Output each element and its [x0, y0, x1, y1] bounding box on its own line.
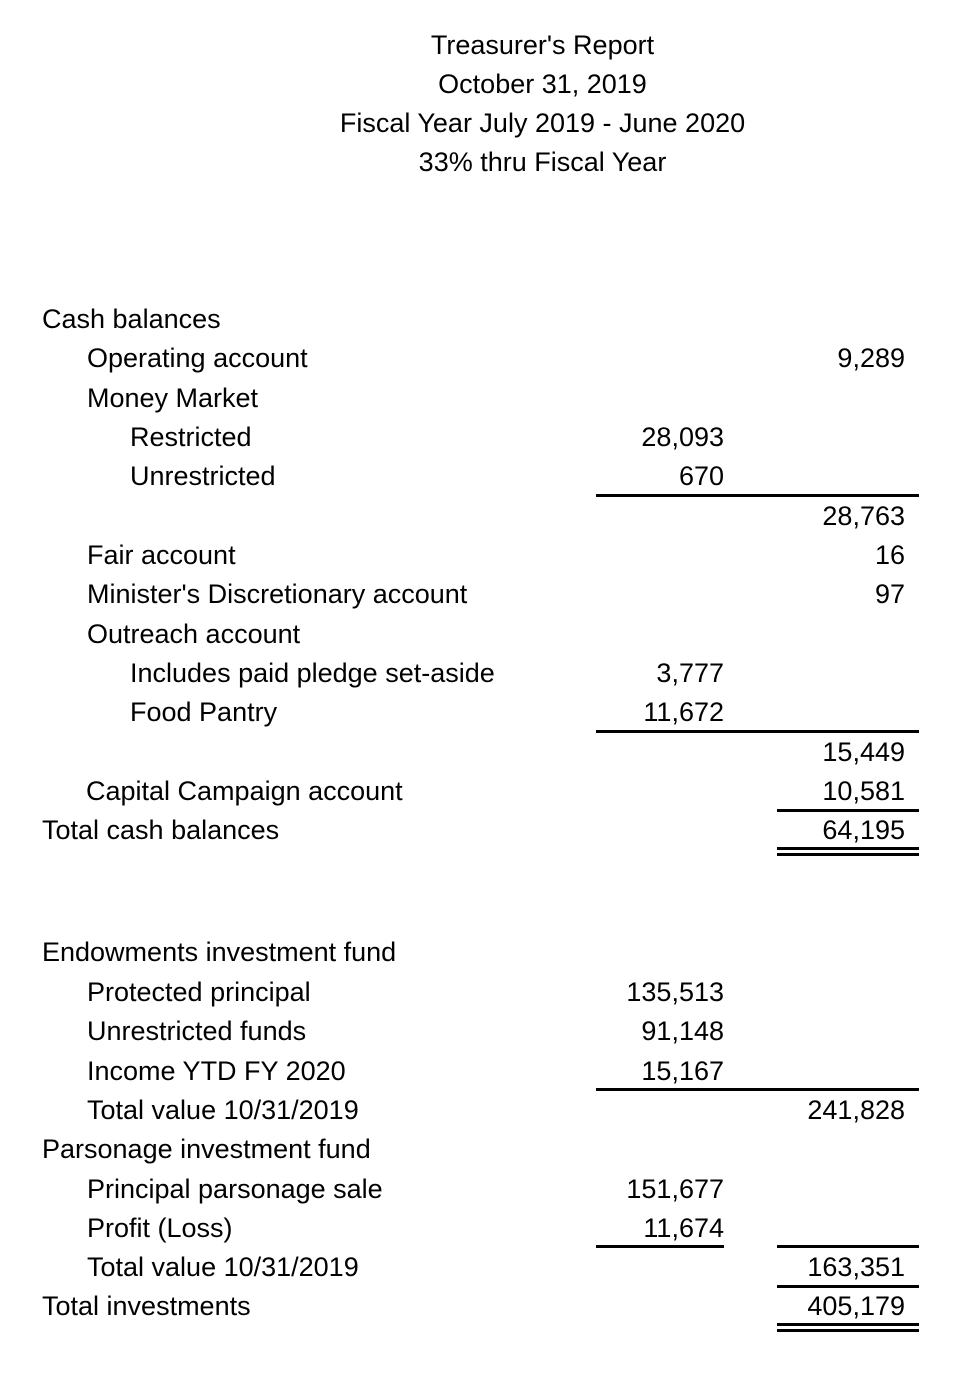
- unrestricted-funds-label: Unrestricted funds: [87, 1016, 307, 1046]
- total-rule: [777, 1245, 919, 1248]
- endowment-total-value: 241,828: [807, 1095, 905, 1125]
- operating-label: Operating account: [87, 343, 308, 373]
- capital-row: [0, 772, 970, 811]
- money-market-label: Money Market: [87, 383, 259, 413]
- income-label: Income YTD FY 2020: [87, 1056, 346, 1086]
- fiscal-progress: 33% thru Fiscal Year: [418, 147, 667, 177]
- report-title: Treasurer's Report: [430, 30, 655, 60]
- parsonage-heading: Parsonage investment fund: [42, 1134, 371, 1164]
- cash-total-row: [0, 811, 970, 850]
- investments-total-value: 405,179: [807, 1291, 905, 1321]
- pledge-label: Includes paid pledge set-aside: [130, 658, 495, 688]
- report-date: October 31, 2019: [438, 69, 647, 99]
- outreach-row: [0, 615, 970, 654]
- pledge-row: [0, 654, 970, 693]
- double-rule: [777, 847, 919, 856]
- cash-total-value: 64,195: [822, 815, 905, 845]
- endowment-total-row: [0, 1091, 970, 1130]
- operating-value: 9,289: [837, 343, 905, 373]
- fair-label: Fair account: [87, 540, 236, 570]
- protected-row: [0, 973, 970, 1012]
- minister-value: 97: [874, 579, 905, 609]
- money-market-row: [0, 379, 970, 418]
- investments-total-label: Total investments: [42, 1291, 251, 1321]
- income-value: 15,167: [641, 1056, 724, 1086]
- profit-label: Profit (Loss): [87, 1213, 233, 1243]
- investments-total-row: [0, 1287, 970, 1326]
- minister-label: Minister's Discretionary account: [87, 579, 468, 609]
- unrestricted-value: 670: [678, 461, 724, 491]
- outreach-total: 15,449: [822, 737, 905, 767]
- minister-row: [0, 575, 970, 614]
- unrestricted-funds-row: [0, 1012, 970, 1051]
- money-market-total-row: [0, 497, 970, 536]
- cash-heading: Cash balances: [42, 304, 221, 334]
- principal-value: 151,677: [626, 1174, 724, 1204]
- protected-value: 135,513: [626, 977, 724, 1007]
- restricted-label: Restricted: [130, 422, 252, 452]
- pledge-value: 3,777: [656, 658, 724, 688]
- restricted-row: [0, 418, 970, 457]
- cash-heading-row: [0, 300, 970, 339]
- capital-label: Capital Campaign account: [86, 776, 403, 806]
- pantry-value: 11,672: [643, 697, 724, 727]
- fair-row: [0, 536, 970, 575]
- parsonage-heading-row: [0, 1130, 970, 1169]
- protected-label: Protected principal: [87, 977, 311, 1007]
- parsonage-total-row: [0, 1248, 970, 1287]
- restricted-value: 28,093: [641, 422, 724, 452]
- report-header: [0, 26, 970, 182]
- capital-value: 10,581: [822, 776, 905, 806]
- endowment-heading-row: [0, 933, 970, 972]
- cash-total-label: Total cash balances: [42, 815, 280, 845]
- endowment-total-label: Total value 10/31/2019: [87, 1095, 359, 1125]
- fair-value: 16: [874, 540, 905, 570]
- unrestricted-funds-value: 91,148: [641, 1016, 724, 1046]
- outreach-label: Outreach account: [87, 619, 301, 649]
- profit-row: [0, 1209, 970, 1248]
- outreach-total-row: [0, 733, 970, 772]
- fiscal-year: Fiscal Year July 2019 - June 2020: [339, 108, 746, 138]
- principal-row: [0, 1170, 970, 1209]
- pantry-row: [0, 693, 970, 732]
- parsonage-total-value: 163,351: [807, 1252, 905, 1282]
- money-market-total: 28,763: [822, 501, 905, 531]
- unrestricted-label: Unrestricted: [130, 461, 276, 491]
- principal-label: Principal parsonage sale: [87, 1174, 383, 1204]
- endowment-heading: Endowments investment fund: [42, 937, 397, 967]
- parsonage-total-label: Total value 10/31/2019: [87, 1252, 359, 1282]
- income-row: [0, 1052, 970, 1091]
- unrestricted-row: [0, 457, 970, 496]
- profit-value: 11,674: [643, 1213, 724, 1243]
- pantry-label: Food Pantry: [130, 697, 278, 727]
- double-rule: [777, 1323, 919, 1332]
- operating-row: [0, 339, 970, 378]
